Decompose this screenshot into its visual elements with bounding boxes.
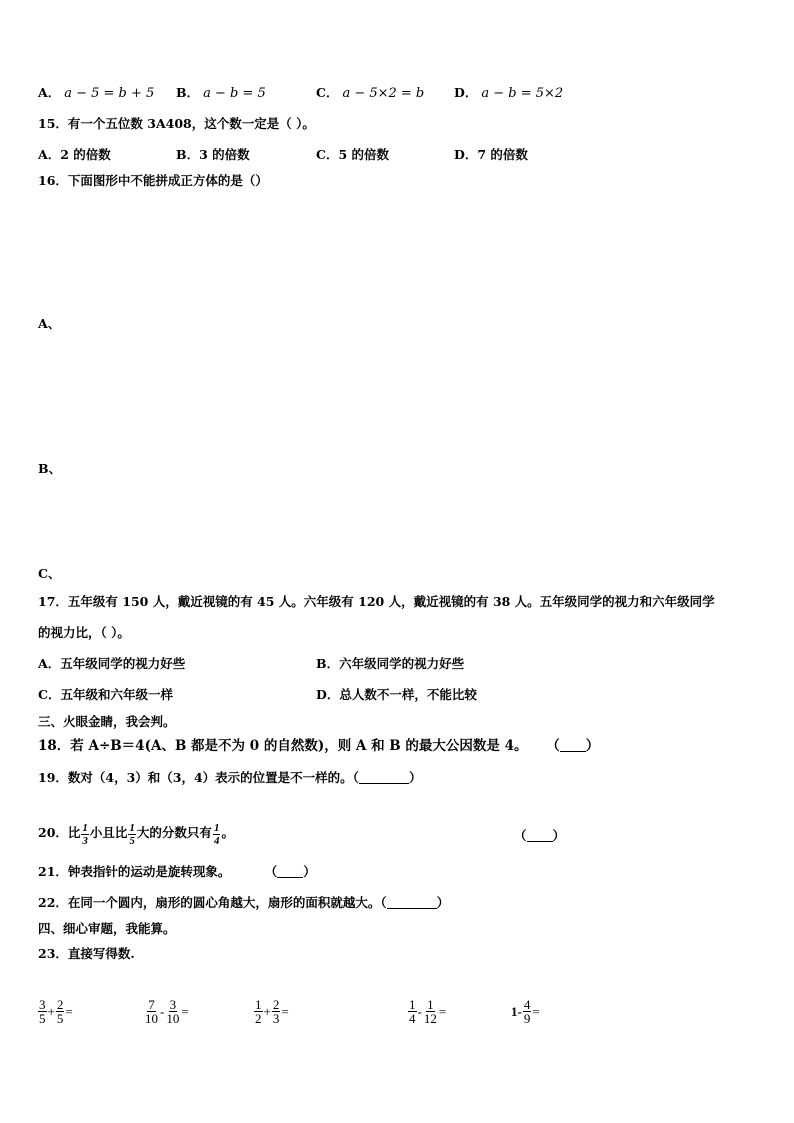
q16-option-c: C、 xyxy=(38,566,61,581)
section-3-heading: 三、火眼金睛，我会判。 xyxy=(38,714,176,729)
q15-stem: 15．有一个五位数 3A408，这个数一定是（ ）。 xyxy=(38,116,315,131)
q20-fraction-1: $\frac{1}{3}$ xyxy=(82,822,88,847)
q15-option-d: D．7 的倍数 xyxy=(454,147,528,162)
q19-answer-blank[interactable] xyxy=(359,771,409,784)
q23-e2-fraction-2: $\frac{3}{10}$ xyxy=(166,997,180,1026)
q23-e3-fraction-1: $\frac{1}{2}$ xyxy=(255,997,262,1026)
q23-expression-5: 1- $\frac{4}{9}$ = xyxy=(511,997,540,1026)
q20-fraction-3: $\frac{1}{4}$ xyxy=(213,822,220,847)
q23-expression-4: $\frac{1}{4}$ - $\frac{1}{12}$ = xyxy=(409,997,447,1026)
q17-option-b: B．六年级同学的视力好些 xyxy=(316,656,465,671)
q19: 19．数对（4，3）和（3，4）表示的位置是不一样的。（ ） xyxy=(38,770,422,785)
q23-e4-fraction-1: $\frac{1}{4}$ xyxy=(409,997,416,1026)
q17-option-c: C．五年级和六年级一样 xyxy=(38,687,173,702)
q23-expression-3: $\frac{1}{2}$ + $\frac{2}{3}$ = xyxy=(255,997,289,1026)
q19-text: 19．数对（4，3）和（3，4）表示的位置是不一样的。（ xyxy=(38,770,359,785)
q23-e1-fraction-2: $\frac{2}{5}$ xyxy=(56,997,64,1026)
q17-stem-line1: 17．五年级有 150 人，戴近视镜的有 45 人。六年级有 120 人，戴近视镜的有 38 人。五年级同学的视力和六年级同学 xyxy=(38,594,715,609)
q14-option-c: C． a − 5×2 = b xyxy=(316,85,425,101)
q23-e1-fraction-1: $\frac{3}{5}$ xyxy=(39,997,46,1026)
q18-text: 18．若 A÷B＝4(A、B 都是不为 0 的自然数)，则 A 和 B 的最大公因数是 4。 xyxy=(38,738,528,754)
q21-text: 21．钟表指针的运动是旋转现象。 xyxy=(38,864,231,879)
q21-answer-blank[interactable] xyxy=(277,865,303,878)
q23-e3-fraction-2: $\frac{2}{3}$ xyxy=(272,997,280,1026)
q18: 18．若 A÷B＝4(A、B 都是不为 0 的自然数)，则 A 和 B 的最大公因数是 4。 （ ） xyxy=(38,738,600,754)
q23-stem: 23．直接写得数. xyxy=(38,946,135,961)
q20-fraction-2: $\frac{1}{5}$ xyxy=(129,822,135,847)
q16-option-a: A、 xyxy=(38,316,61,331)
q14-option-a: A． a − 5 = b + 5 xyxy=(38,85,155,101)
q16-stem: 16．下面图形中不能拼成正方体的是（） xyxy=(38,173,268,188)
q15-option-c: C．5 的倍数 xyxy=(316,147,389,162)
q14-option-b: B． a − b = 5 xyxy=(176,85,266,101)
q23-expression-2: $\frac{7}{10}$ - $\frac{3}{10}$ = xyxy=(145,997,189,1026)
q23-e2-fraction-1: $\frac{7}{10}$ xyxy=(145,997,158,1026)
q20-answer-blank[interactable] xyxy=(527,829,553,842)
q22: 22．在同一个圆内，扇形的圆心角越大，扇形的面积就越大。（ ） xyxy=(38,895,450,910)
q20: 20．比 $\frac{1}{3}$ 小且比 $\frac{1}{5}$ 大的分数只有 $\frac{1}{4}$ 。 xyxy=(38,822,234,847)
q23-expression-1: $\frac{3}{5}$ + $\frac{2}{5}$ = xyxy=(39,997,73,1026)
q21: 21．钟表指针的运动是旋转现象。 （ ） xyxy=(38,864,316,879)
q17-option-a: A．五年级同学的视力好些 xyxy=(38,656,186,671)
q14-option-d: D． a − b = 5×2 xyxy=(454,85,564,101)
q16-option-b: B、 xyxy=(38,461,62,476)
q22-text: 22．在同一个圆内，扇形的圆心角越大，扇形的面积就越大。（ xyxy=(38,895,387,910)
q18-answer-blank[interactable] xyxy=(560,739,586,752)
q15-option-b: B．3 的倍数 xyxy=(176,147,250,162)
q17-stem-line2: 的视力比，（ ）。 xyxy=(38,625,130,640)
q15-option-a: A．2 的倍数 xyxy=(38,147,111,162)
q17-option-d: D．总人数不一样，不能比较 xyxy=(316,687,477,702)
section-4-heading: 四、细心审题，我能算。 xyxy=(38,921,176,936)
q20-answer: （ ） xyxy=(514,828,566,843)
q23-e4-fraction-2: $\frac{1}{12}$ xyxy=(423,997,437,1026)
q23-e5-fraction: $\frac{4}{9}$ xyxy=(523,997,531,1026)
q22-answer-blank[interactable] xyxy=(387,896,437,909)
